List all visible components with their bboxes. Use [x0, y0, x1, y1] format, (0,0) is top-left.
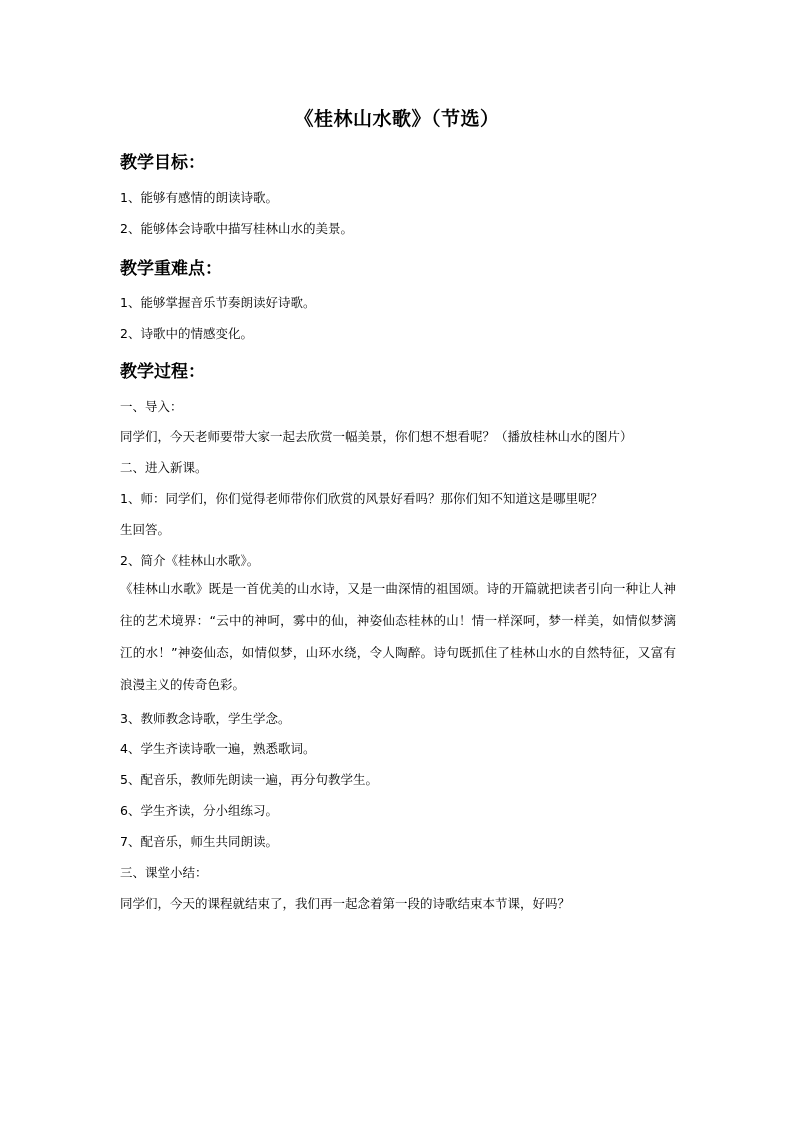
step-4: 4、学生齐读诗歌一遍，熟悉歌词。: [120, 741, 316, 756]
new-lesson-heading: 二、进入新课。: [120, 460, 208, 475]
document-title: 《桂林山水歌》（节选）: [294, 108, 500, 130]
intro-text: 同学们，今天老师要带大家一起去欣赏一幅美景，你们想不想看呢？（播放桂林山水的图片）: [120, 429, 633, 444]
focus-item-1: 1、能够掌握音乐节奏朗读好诗歌。: [120, 295, 316, 310]
focus-item-2: 2、诗歌中的情感变化。: [120, 326, 253, 341]
process-heading: 教学过程：: [120, 362, 205, 382]
step-3: 3、教师教念诗歌，学生学念。: [120, 711, 291, 726]
step-2: 2、简介《桂林山水歌》。: [120, 553, 260, 568]
step-6: 6、学生齐读，分小组练习。: [120, 803, 278, 818]
focus-heading: 教学重难点：: [120, 259, 222, 279]
step-5: 5、配音乐，教师先朗读一遍，再分句教学生。: [120, 772, 378, 787]
goal-item-2: 2、能够体会诗歌中描写桂林山水的美景。: [120, 221, 353, 236]
summary-text: 同学们，今天的课程就结束了，我们再一起念着第一段的诗歌结束本节课，好吗？: [120, 896, 571, 911]
intro-paragraph: 《桂林山水歌》既是一首优美的山水诗，又是一曲深情的祖国颂。诗的开篇就把读者引向一种让人神往的艺术境界：“云中的神呵，雾中的仙，神姿仙态桂林的山！情一样深呵，梦一样美，如情似梦漓江的水！”神姿仙态，如情似梦，山环水绕，令人陶醉。诗句既抓住了桂林山水的自然特征，又富有浪漫主义的传奇色彩。: [120, 581, 676, 692]
goals-heading: 教学目标：: [120, 153, 205, 173]
goal-item-1: 1、能够有感情的朗读诗歌。: [120, 190, 278, 205]
step-1: 1、师：同学们，你们觉得老师带你们欣赏的风景好看吗？那你们知不知道这是哪里呢？: [120, 491, 603, 506]
intro-heading: 一、导入：: [120, 399, 183, 414]
step-1-answer: 生回答。: [120, 522, 171, 537]
summary-heading: 三、课堂小结：: [120, 865, 208, 880]
step-7: 7、配音乐，师生共同朗读。: [120, 834, 278, 849]
